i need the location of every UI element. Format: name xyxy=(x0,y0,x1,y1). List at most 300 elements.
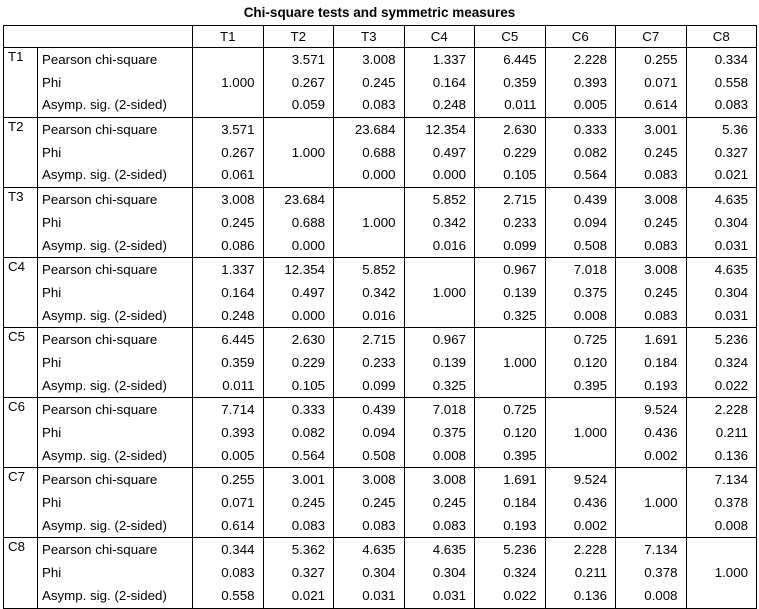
cell-value: 5.362 xyxy=(291,542,325,558)
value-cell xyxy=(686,118,757,188)
value-cell xyxy=(404,258,475,328)
cell-value: 5.852 xyxy=(432,192,466,208)
value-cell xyxy=(616,398,687,468)
measure-label: Phi xyxy=(42,214,62,230)
cell-value: 0.725 xyxy=(573,332,607,348)
value-cell xyxy=(334,118,405,188)
value-cell xyxy=(545,468,616,538)
cell-value: 0.725 xyxy=(503,402,537,418)
value-cell xyxy=(404,328,475,398)
cell-value: 0.031 xyxy=(714,307,748,323)
cell-value: 0.342 xyxy=(362,284,396,300)
cell-value: 0.245 xyxy=(362,495,396,511)
value-cell xyxy=(263,258,334,328)
row-label: C4 xyxy=(4,258,38,328)
cell-value: 0.967 xyxy=(432,332,466,348)
value-cell xyxy=(404,48,475,118)
column-header-c7: C7 xyxy=(616,26,687,48)
cell-value: 0.967 xyxy=(503,262,537,278)
measure-label: Asymp. sig. (2-sided) xyxy=(42,167,167,183)
value-cell xyxy=(263,328,334,398)
cell-value: 1.000 xyxy=(362,214,396,230)
table-row xyxy=(4,328,757,398)
chi-square-table xyxy=(3,25,757,609)
cell-value: 1.691 xyxy=(644,332,678,348)
cell-value: 2.630 xyxy=(503,122,537,138)
column-header-c6: C6 xyxy=(545,26,616,48)
table-row xyxy=(4,188,757,258)
value-cell xyxy=(616,328,687,398)
cell-value: 0.378 xyxy=(644,565,678,581)
cell-value: 2.715 xyxy=(503,192,537,208)
cell-value: 5.36 xyxy=(722,122,748,138)
value-cell xyxy=(686,538,757,608)
value-cell xyxy=(475,48,546,118)
row-label: C8 xyxy=(4,538,38,608)
value-cell xyxy=(334,188,405,258)
cell-value: 0.083 xyxy=(221,565,255,581)
cell-value: 0.083 xyxy=(362,517,396,533)
value-cell xyxy=(263,118,334,188)
cell-value xyxy=(475,375,537,398)
value-cell xyxy=(193,468,264,538)
cell-value xyxy=(475,329,537,352)
value-cell xyxy=(475,188,546,258)
column-header-c8: C8 xyxy=(686,26,757,48)
value-cell xyxy=(263,538,334,608)
measure-labels xyxy=(38,258,193,328)
cell-value xyxy=(193,94,255,117)
value-cell xyxy=(616,258,687,328)
value-cell xyxy=(263,468,334,538)
cell-value: 2.228 xyxy=(573,52,607,67)
cell-value: 1.000 xyxy=(573,425,607,440)
measure-labels xyxy=(38,188,193,258)
cell-value: 0.120 xyxy=(573,354,607,370)
cell-value: 1.691 xyxy=(503,472,537,488)
cell-value: 0.094 xyxy=(362,425,396,440)
cell-value: 4.635 xyxy=(362,542,396,558)
cell-value: 0.245 xyxy=(644,284,678,300)
cell-value: 0.255 xyxy=(221,472,255,488)
cell-value: 0.325 xyxy=(432,377,466,393)
header-row xyxy=(4,26,757,48)
cell-value: 0.000 xyxy=(432,167,466,183)
row-label: T1 xyxy=(4,48,38,118)
value-cell xyxy=(545,538,616,608)
value-cell xyxy=(404,118,475,188)
measure-labels xyxy=(38,468,193,538)
measure-label: Asymp. sig. (2-sided) xyxy=(42,307,167,323)
cell-value: 1.000 xyxy=(432,284,466,300)
column-header-t2: T2 xyxy=(263,26,334,48)
cell-value: 0.375 xyxy=(432,425,466,440)
value-cell xyxy=(404,538,475,608)
cell-value: 4.635 xyxy=(714,192,748,208)
cell-value: 0.304 xyxy=(714,284,748,300)
cell-value xyxy=(687,585,749,608)
cell-value: 0.304 xyxy=(714,214,748,230)
cell-value: 9.524 xyxy=(644,402,678,418)
cell-value: 0.325 xyxy=(503,307,537,323)
measure-labels xyxy=(38,48,193,118)
cell-value: 7.018 xyxy=(573,262,607,278)
cell-value: 0.099 xyxy=(503,237,537,253)
measure-labels xyxy=(38,398,193,468)
cell-value: 23.684 xyxy=(354,122,396,138)
row-label: C7 xyxy=(4,468,38,538)
cell-value: 0.497 xyxy=(291,284,325,300)
cell-value: 0.245 xyxy=(432,495,466,511)
cell-value: 0.008 xyxy=(644,587,678,603)
table-row xyxy=(4,468,757,538)
cell-value: 0.248 xyxy=(432,97,466,113)
cell-value: 9.524 xyxy=(573,472,607,488)
value-cell xyxy=(686,398,757,468)
cell-value xyxy=(405,305,467,328)
cell-value: 0.558 xyxy=(221,587,255,603)
cell-value: 0.395 xyxy=(503,447,537,463)
cell-value: 0.031 xyxy=(362,587,396,603)
cell-value xyxy=(546,445,608,468)
cell-value: 23.684 xyxy=(284,192,325,208)
table-title: Chi-square tests and symmetric measures xyxy=(243,5,516,20)
cell-value: 0.342 xyxy=(432,214,466,230)
cell-value: 0.245 xyxy=(291,495,325,511)
value-cell xyxy=(193,398,264,468)
cell-value: 0.375 xyxy=(573,284,607,300)
cell-value: 0.184 xyxy=(644,354,678,370)
value-cell xyxy=(193,538,264,608)
cell-value: 0.229 xyxy=(503,144,537,160)
cell-value: 0.008 xyxy=(432,447,466,463)
cell-value xyxy=(193,49,255,72)
cell-value: 0.327 xyxy=(291,565,325,581)
value-cell xyxy=(475,118,546,188)
cell-value: 0.164 xyxy=(221,284,255,300)
cell-value xyxy=(546,399,608,422)
value-cell xyxy=(193,118,264,188)
cell-value: 0.393 xyxy=(573,74,607,90)
value-cell xyxy=(404,398,475,468)
row-label: T2 xyxy=(4,118,38,188)
cell-value: 0.614 xyxy=(644,97,678,113)
column-header-c4: C4 xyxy=(404,26,475,48)
value-cell xyxy=(334,398,405,468)
cell-value: 0.688 xyxy=(291,214,325,230)
header-corner xyxy=(4,26,193,48)
measure-label: Asymp. sig. (2-sided) xyxy=(42,447,167,463)
cell-value: 0.136 xyxy=(573,587,607,603)
value-cell xyxy=(263,398,334,468)
cell-value: 0.094 xyxy=(573,214,607,230)
cell-value: 0.564 xyxy=(291,447,325,463)
value-cell xyxy=(334,538,405,608)
value-cell xyxy=(334,468,405,538)
cell-value: 0.021 xyxy=(714,167,748,183)
cell-value: 3.001 xyxy=(644,122,678,138)
cell-value: 0.304 xyxy=(362,565,396,581)
cell-value: 0.008 xyxy=(714,517,748,533)
value-cell xyxy=(334,48,405,118)
cell-value: 12.354 xyxy=(284,262,325,278)
cell-value: 0.016 xyxy=(362,307,396,323)
value-cell xyxy=(545,48,616,118)
cell-value: 0.002 xyxy=(573,517,607,533)
cell-value: 2.715 xyxy=(362,332,396,348)
cell-value: 0.359 xyxy=(503,74,537,90)
cell-value: 0.071 xyxy=(221,495,255,511)
measure-labels xyxy=(38,328,193,398)
cell-value: 3.008 xyxy=(221,192,255,208)
measure-labels xyxy=(38,118,193,188)
cell-value: 0.333 xyxy=(573,122,607,138)
cell-value: 0.233 xyxy=(503,214,537,230)
cell-value: 0.304 xyxy=(432,565,466,581)
cell-value: 0.031 xyxy=(714,237,748,253)
cell-value: 0.233 xyxy=(362,354,396,370)
cell-value: 0.071 xyxy=(644,74,678,90)
measure-label: Phi xyxy=(42,354,62,370)
cell-value: 0.005 xyxy=(221,447,255,463)
cell-value: 0.229 xyxy=(291,354,325,370)
table-row xyxy=(4,118,757,188)
row-label: C6 xyxy=(4,398,38,468)
measure-labels xyxy=(38,538,193,608)
measure-label: Pearson chi-square xyxy=(42,542,158,558)
cell-value: 3.571 xyxy=(221,122,255,138)
cell-value: 0.393 xyxy=(221,425,255,440)
cell-value: 3.571 xyxy=(291,52,325,67)
cell-value: 0.324 xyxy=(503,565,537,581)
measure-label: Pearson chi-square xyxy=(42,332,158,348)
cell-value: 0.139 xyxy=(503,284,537,300)
cell-value: 2.228 xyxy=(573,542,607,558)
cell-value xyxy=(334,189,396,212)
cell-value xyxy=(264,119,326,142)
cell-value: 5.236 xyxy=(503,542,537,558)
table-row xyxy=(4,398,757,468)
value-cell xyxy=(616,118,687,188)
cell-value: 0.193 xyxy=(644,377,678,393)
cell-value: 0.105 xyxy=(291,377,325,393)
value-cell xyxy=(404,468,475,538)
cell-value: 1.000 xyxy=(644,495,678,511)
value-cell xyxy=(616,538,687,608)
cell-value: 0.008 xyxy=(573,307,607,323)
cell-value: 0.083 xyxy=(432,517,466,533)
cell-value: 0.000 xyxy=(291,237,325,253)
cell-value: 0.082 xyxy=(573,144,607,160)
cell-value: 0.083 xyxy=(644,237,678,253)
cell-value: 6.445 xyxy=(221,332,255,348)
cell-value: 0.267 xyxy=(291,74,325,90)
cell-value xyxy=(616,469,678,492)
cell-value: 0.022 xyxy=(503,587,537,603)
cell-value: 0.614 xyxy=(221,517,255,533)
measure-label: Asymp. sig. (2-sided) xyxy=(42,97,167,113)
measure-label: Pearson chi-square xyxy=(42,262,158,278)
value-cell xyxy=(404,188,475,258)
measure-label: Pearson chi-square xyxy=(42,472,158,488)
cell-value: 0.082 xyxy=(291,425,325,440)
cell-value: 4.635 xyxy=(714,262,748,278)
value-cell xyxy=(193,48,264,118)
cell-value: 0.324 xyxy=(714,354,748,370)
value-cell xyxy=(475,258,546,328)
cell-value: 1.000 xyxy=(221,74,255,90)
cell-value: 12.354 xyxy=(425,122,466,138)
cell-value: 1.000 xyxy=(714,565,748,581)
value-cell xyxy=(193,328,264,398)
cell-value: 0.245 xyxy=(644,214,678,230)
measure-label: Pearson chi-square xyxy=(42,52,158,67)
measure-label: Asymp. sig. (2-sided) xyxy=(42,517,167,533)
cell-value: 0.558 xyxy=(714,74,748,90)
value-cell xyxy=(686,258,757,328)
cell-value: 3.001 xyxy=(291,472,325,488)
cell-value: 0.011 xyxy=(504,97,537,113)
cell-value: 1.000 xyxy=(503,354,537,370)
cell-value: 0.005 xyxy=(573,97,607,113)
value-cell xyxy=(193,258,264,328)
value-cell xyxy=(686,188,757,258)
cell-value: 7.134 xyxy=(714,472,748,488)
measure-label: Pearson chi-square xyxy=(42,192,158,208)
cell-value: 0.193 xyxy=(503,517,537,533)
cell-value: 0.245 xyxy=(362,74,396,90)
cell-value: 0.497 xyxy=(432,144,466,160)
cell-value: 5.852 xyxy=(362,262,396,278)
cell-value xyxy=(264,164,326,187)
cell-value: 0.245 xyxy=(644,144,678,160)
cell-value: 2.228 xyxy=(714,402,748,418)
cell-value: 0.105 xyxy=(503,167,537,183)
measure-label: Pearson chi-square xyxy=(42,122,158,138)
measure-label: Phi xyxy=(42,74,62,90)
measure-label: Asymp. sig. (2-sided) xyxy=(42,377,167,393)
cell-value: 2.630 xyxy=(291,332,325,348)
value-cell xyxy=(686,468,757,538)
cell-value: 0.439 xyxy=(362,402,396,418)
cell-value: 0.436 xyxy=(644,425,678,440)
cell-value: 0.184 xyxy=(503,495,537,511)
cell-value: 0.022 xyxy=(714,377,748,393)
measure-label: Asymp. sig. (2-sided) xyxy=(42,587,167,603)
cell-value: 6.445 xyxy=(503,52,537,67)
value-cell xyxy=(616,188,687,258)
value-cell xyxy=(263,48,334,118)
cell-value: 0.378 xyxy=(714,495,748,511)
table-row xyxy=(4,48,757,118)
cell-value: 1.000 xyxy=(291,144,325,160)
cell-value xyxy=(405,259,467,282)
value-cell xyxy=(686,48,757,118)
cell-value: 0.083 xyxy=(714,97,748,113)
column-header-t1: T1 xyxy=(193,26,264,48)
cell-value: 0.083 xyxy=(644,167,678,183)
value-cell xyxy=(545,398,616,468)
measure-label: Asymp. sig. (2-sided) xyxy=(42,237,167,253)
cell-value: 0.211 xyxy=(715,425,748,440)
value-cell xyxy=(475,468,546,538)
cell-value: 0.000 xyxy=(291,307,325,323)
cell-value: 0.083 xyxy=(362,97,396,113)
cell-value: 3.008 xyxy=(362,472,396,488)
measure-label: Pearson chi-square xyxy=(42,402,158,418)
cell-value: 0.083 xyxy=(291,517,325,533)
cell-value: 0.011 xyxy=(222,377,255,393)
value-cell xyxy=(686,328,757,398)
cell-value: 0.333 xyxy=(291,402,325,418)
cell-value: 5.236 xyxy=(714,332,748,348)
cell-value: 0.327 xyxy=(714,144,748,160)
cell-value xyxy=(616,515,678,538)
measure-label: Phi xyxy=(42,565,62,581)
cell-value: 3.008 xyxy=(644,192,678,208)
cell-value xyxy=(687,539,749,562)
cell-value: 3.008 xyxy=(432,472,466,488)
cell-value: 0.334 xyxy=(714,52,748,67)
cell-value: 0.439 xyxy=(573,192,607,208)
column-header-t3: T3 xyxy=(334,26,405,48)
cell-value: 7.134 xyxy=(644,542,678,558)
value-cell xyxy=(475,538,546,608)
measure-label: Phi xyxy=(42,144,62,160)
measure-label: Phi xyxy=(42,284,62,300)
measure-label: Phi xyxy=(42,425,62,440)
cell-value: 0.000 xyxy=(362,167,396,183)
cell-value xyxy=(334,235,396,258)
cell-value: 1.337 xyxy=(432,52,466,67)
cell-value: 7.018 xyxy=(432,402,466,418)
value-cell xyxy=(545,118,616,188)
cell-value: 0.564 xyxy=(573,167,607,183)
cell-value: 3.008 xyxy=(644,262,678,278)
cell-value: 3.008 xyxy=(362,52,396,67)
cell-value: 0.099 xyxy=(362,377,396,393)
cell-value: 0.267 xyxy=(221,144,255,160)
cell-value: 0.248 xyxy=(221,307,255,323)
table-row xyxy=(4,538,757,608)
cell-value: 0.164 xyxy=(432,74,466,90)
cell-value: 0.508 xyxy=(362,447,396,463)
cell-value: 0.436 xyxy=(573,495,607,511)
cell-value: 0.059 xyxy=(291,97,325,113)
value-cell xyxy=(334,328,405,398)
cell-value: 7.714 xyxy=(221,402,255,418)
cell-value: 0.136 xyxy=(714,447,748,463)
cell-value: 0.688 xyxy=(362,144,396,160)
cell-value: 1.337 xyxy=(221,262,255,278)
cell-value: 0.002 xyxy=(644,447,678,463)
cell-value: 0.086 xyxy=(221,237,255,253)
value-cell xyxy=(545,188,616,258)
column-header-c5: C5 xyxy=(475,26,546,48)
cell-value: 0.255 xyxy=(644,52,678,67)
cell-value: 0.139 xyxy=(432,354,466,370)
row-label: C5 xyxy=(4,328,38,398)
value-cell xyxy=(545,328,616,398)
row-label: T3 xyxy=(4,188,38,258)
value-cell xyxy=(545,258,616,328)
cell-value: 0.344 xyxy=(221,542,255,558)
table-row xyxy=(4,258,757,328)
cell-value: 0.211 xyxy=(574,565,607,581)
value-cell xyxy=(263,188,334,258)
value-cell xyxy=(616,48,687,118)
cell-value: 0.031 xyxy=(432,587,466,603)
